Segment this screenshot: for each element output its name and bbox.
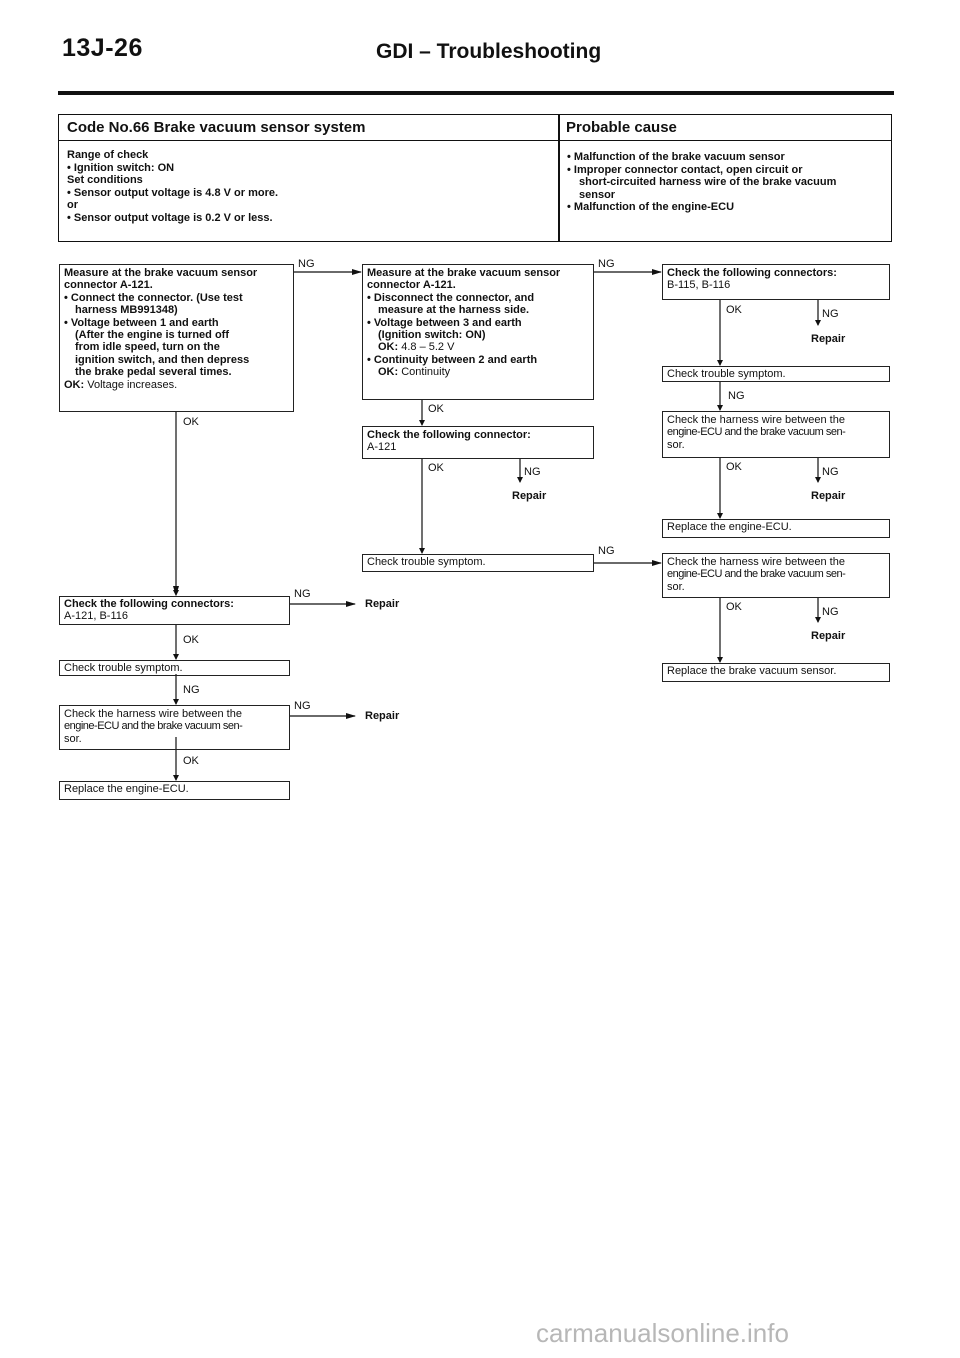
check-harness-wire-box: [662, 553, 890, 598]
measure-sensor-connected-box: [59, 264, 294, 412]
info-left-heading: Code No.66 Brake vacuum sensor system: [59, 115, 558, 141]
ok-label: OK: [428, 403, 444, 415]
box-line: Replace the engine-ECU.: [64, 783, 189, 795]
replace-engine-ecu-box: [662, 519, 890, 538]
cause-line: • Improper connector contact, open circuit or: [567, 163, 803, 176]
box-line: Check the following connector:: [367, 429, 531, 441]
cause-line: sensor: [579, 188, 616, 201]
box-line: B-115, B-116: [667, 279, 731, 292]
ok-label: OK: [183, 755, 199, 767]
range-line: • Sensor output voltage is 4.8 V or more.: [67, 186, 279, 199]
ok-criterion-value: 4.8 – 5.2 V: [401, 341, 455, 354]
page-number: 13J-26: [62, 34, 143, 62]
box-line: the brake pedal several times.: [75, 366, 232, 379]
ok-criterion-label: OK:: [64, 378, 85, 391]
ng-label: NG: [728, 390, 745, 402]
ng-label: NG: [524, 466, 541, 478]
range-line: Set conditions: [67, 174, 143, 187]
box-line: harness MB991348): [75, 304, 178, 317]
box-line: [64, 379, 289, 391]
box-line: A-121, B-116: [64, 610, 129, 623]
repair-label: Repair: [365, 598, 400, 610]
repair-label: Repair: [512, 490, 547, 502]
ng-label: NG: [294, 700, 311, 712]
check-connectors-b115-b116-box: [662, 264, 890, 300]
ok-label: OK: [726, 601, 742, 613]
ng-label: NG: [298, 258, 315, 270]
box-line: Check the harness wire between the: [667, 556, 845, 568]
ok-label: OK: [726, 304, 742, 316]
page-title: GDI – Troubleshooting: [376, 40, 602, 63]
box-line: connector A-121.: [64, 279, 153, 292]
check-harness-wire-box: [662, 411, 890, 458]
ok-label: OK: [726, 461, 742, 473]
replace-engine-ecu-box: [59, 781, 290, 800]
box-line: (After the engine is turned off: [75, 329, 229, 342]
box-line: measure at the harness side.: [378, 304, 530, 317]
ok-criterion-label: OK:: [378, 341, 399, 354]
watermark: carmanualsonline.info: [536, 1318, 789, 1348]
box-line: connector A-121.: [367, 279, 456, 292]
box-line: Check the following connectors:: [64, 598, 234, 610]
cause-line: • Malfunction of the engine-ECU: [567, 201, 735, 214]
check-harness-wire-box: [59, 705, 290, 750]
check-trouble-symptom-box: [59, 660, 290, 676]
ok-label: OK: [183, 416, 199, 428]
box-line: • Continuity between 2 and earth: [367, 353, 538, 366]
range-line: or: [67, 199, 78, 212]
box-line: Replace the engine-ECU.: [667, 521, 792, 533]
box-line: [367, 366, 589, 378]
box-line: Check trouble symptom.: [64, 662, 183, 674]
box-line: engine-ECU and the brake vacuum sen-: [667, 426, 846, 439]
box-line: Measure at the brake vacuum sensor: [367, 267, 561, 279]
box-line: • Voltage between 3 and earth: [367, 316, 522, 329]
box-line: [367, 341, 589, 353]
box-line: from idle speed, turn on the: [75, 341, 220, 354]
repair-label: Repair: [811, 333, 846, 345]
box-line: Check the harness wire between the: [64, 708, 242, 720]
ng-label: NG: [822, 308, 839, 320]
box-line: Check trouble symptom.: [367, 556, 486, 568]
info-right-heading: Probable cause: [558, 115, 891, 141]
ok-criterion-label: OK:: [378, 366, 399, 379]
ng-label: NG: [598, 258, 615, 270]
replace-vacuum-sensor-box: [662, 663, 890, 682]
box-line: • Disconnect the connector, and: [367, 291, 535, 304]
box-line: • Voltage between 1 and earth: [64, 316, 219, 329]
box-line: engine-ECU and the brake vacuum sen-: [64, 720, 243, 733]
range-line: • Ignition switch: ON: [67, 161, 175, 174]
box-line: ignition switch, and then depress: [75, 353, 250, 366]
repair-label: Repair: [811, 630, 846, 642]
ng-label: NG: [294, 588, 311, 600]
ok-label: OK: [183, 634, 199, 646]
ng-label: NG: [822, 606, 839, 618]
box-line: sor.: [667, 438, 685, 451]
ng-label: NG: [822, 466, 839, 478]
box-line: sor.: [667, 580, 685, 593]
box-line: Measure at the brake vacuum sensor: [64, 267, 258, 279]
box-line: Replace the brake vacuum sensor.: [667, 665, 837, 677]
box-line: engine-ECU and the brake vacuum sen-: [667, 568, 846, 581]
check-trouble-symptom-box: [662, 366, 890, 382]
box-line: Check trouble symptom.: [667, 368, 786, 380]
ok-label: OK: [428, 462, 444, 474]
ng-label: NG: [183, 684, 200, 696]
check-trouble-symptom-box: [362, 554, 594, 572]
ok-criterion-value: Continuity: [401, 366, 451, 379]
cause-line: • Malfunction of the brake vacuum sensor: [567, 151, 785, 163]
range-line: • Sensor output voltage is 0.2 V or less.: [67, 211, 273, 224]
box-line: (Ignition switch: ON): [378, 329, 486, 342]
cause-line: short-circuited harness wire of the brake vacuum: [579, 176, 837, 189]
ok-criterion-value: Voltage increases.: [87, 378, 178, 391]
ng-label: NG: [598, 545, 615, 557]
repair-label: Repair: [811, 490, 846, 502]
repair-label: Repair: [365, 710, 400, 722]
measure-sensor-disconnected-box: [362, 264, 594, 400]
check-connector-a121-box: [362, 426, 594, 459]
box-line: Check the following connectors:: [667, 267, 837, 279]
range-line: Range of check: [67, 149, 149, 161]
box-line: • Connect the connector. (Use test: [64, 291, 243, 304]
box-line: A-121: [367, 441, 397, 454]
box-line: sor.: [64, 732, 82, 745]
check-connectors-a121-b116-box: [59, 596, 290, 625]
box-line: Check the harness wire between the: [667, 414, 845, 426]
